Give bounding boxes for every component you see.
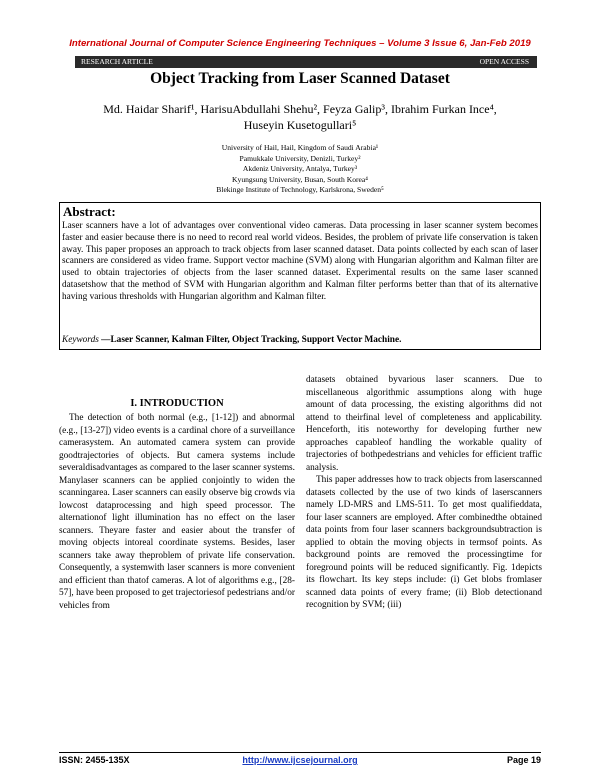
page-number: Page 19 [506,755,541,765]
author-list [80,101,520,133]
authors-line-2: Huseyin Kusetogullari⁵ [243,118,357,132]
keywords-label: Keywords [62,335,99,345]
research-article-label: RESEARCH ARTICLE [81,57,153,66]
journal-header: International Journal of Computer Science Engineering Techniques – Volume 3 Issue 6, Jan-Feb 2019 [69,38,531,49]
abstract-heading: Abstract: [63,204,116,219]
affiliation: Kyungsung University, Busan, South Korea⁴ [232,174,368,184]
keywords-text: —Laser Scanner, Kalman Filter, Object Tracking, Support Vector Machine. [98,335,402,345]
right-column [306,374,542,612]
journal-link[interactable]: http://www.ijcsejournal.org [242,755,358,765]
authors-line-1: Md. Haidar Sharif¹, HarisuAbdullahi Shehu², Feyza Galip³, Ibrahim Furkan Ince⁴, [103,102,497,116]
affiliation: Akdeniz University, Antalya, Turkey³ [242,164,358,174]
article-type-bar [75,56,537,68]
page-footer [59,755,541,767]
abstract-text: Laser scanners have a lot of advantages over conventional video cameras. Data processing in laser scanner system becomes faster and easier because there is no need to record real world videos. Besides, the problem of private life conservation is taken away. This paper proposes an approach to track objects from laser scanned dataset. Data points collected by each scan of laser scanners are considered as video frame. Support vector machine (SVM) along with Hungarian algorithm and Kalman filter are used to obtain trajectories of objects from the laser scanned dataset. Experimental results on the same laser scanned datasetshow that the method of SVM with Hungarian algorithm and Kalman filter performs better than that of its alternative having various thresholds with Hungarian algorithm and Kalman filter. [62,221,538,302]
intro-paragraph: The detection of both normal (e.g., [1-12]) and abnormal (e.g., [13-27]) video events is a cardinal chore of a surveillance camerasystem. An automated camera system can provide goodtrajectories of objects. But camera systems include severaldisadvantages as compared to the laser scanner systems. Manylaser scanners can be applied conjointly to widen the scanningarea. Laser scanners can easily observe big crowds via lowcost dataprocessing and high speed processor. The alternationof light illumination has no effect on the laser scanners. Theyare faster and easier about the transfer of moving objects intoreal coordinate systems. Besides, laser scanners take away theproblem of private life conservation. Consequently, a systemwith laser scanners is more convenient and efficient than thatof cameras. A lot of algorithms e.g., [28-57], have been proposed to get trajectoriesof pedestrians and/or vehicles from [59,413,295,611]
intro-paragraph-continued: datasets obtained byvarious laser scanners. Due to miscellaneous algorithmic assumptions along with huge amount of data processing, the existing algorithms did not attend to theirfinal level of completeness and applicability. Henceforth, itis noteworthy for developing further new approaches capableof handling the workable quality of trajectories of bothpedestrians and vehicles for efficient traffic analysis. [306,375,542,473]
issn: ISSN: 2455-135X [59,755,130,765]
affiliations [150,143,450,196]
affiliation: Pamukkale University, Denizli, Turkey² [239,153,361,163]
footer-divider [59,752,541,753]
paper-title: Object Tracking from Laser Scanned Dataset [150,70,450,87]
affiliation: University of Hail, Hail, Kingdom of Saudi Arabia¹ [221,143,379,152]
left-column [59,412,295,612]
open-access-label: OPEN ACCESS [479,57,529,66]
keywords [62,335,538,345]
section-heading-introduction: I. INTRODUCTION [130,398,224,409]
affiliation: Blekinge Institute of Technology, Karlskrona, Sweden⁵ [216,185,384,195]
intro-paragraph: This paper addresses how to track objects from laserscanned datasets collected by the use of two kinds of laserscanners namely LD-MRS and LMS-511. To get most qualifieddata, four laser scanners are employed. After combinedthe obtained data points from four laser scanners backgroundsubtraction is applied to obtain the moving objects in termsof points. As background points are removed the processingtime for foreground points will be reduced significantly. Fig. 1depicts its flowchart. Its key steps include: (i) Get blobs fromlaser scanned data points of every frame; (ii) Blob detectionand recognition by SVM; (iii) [306,475,542,610]
